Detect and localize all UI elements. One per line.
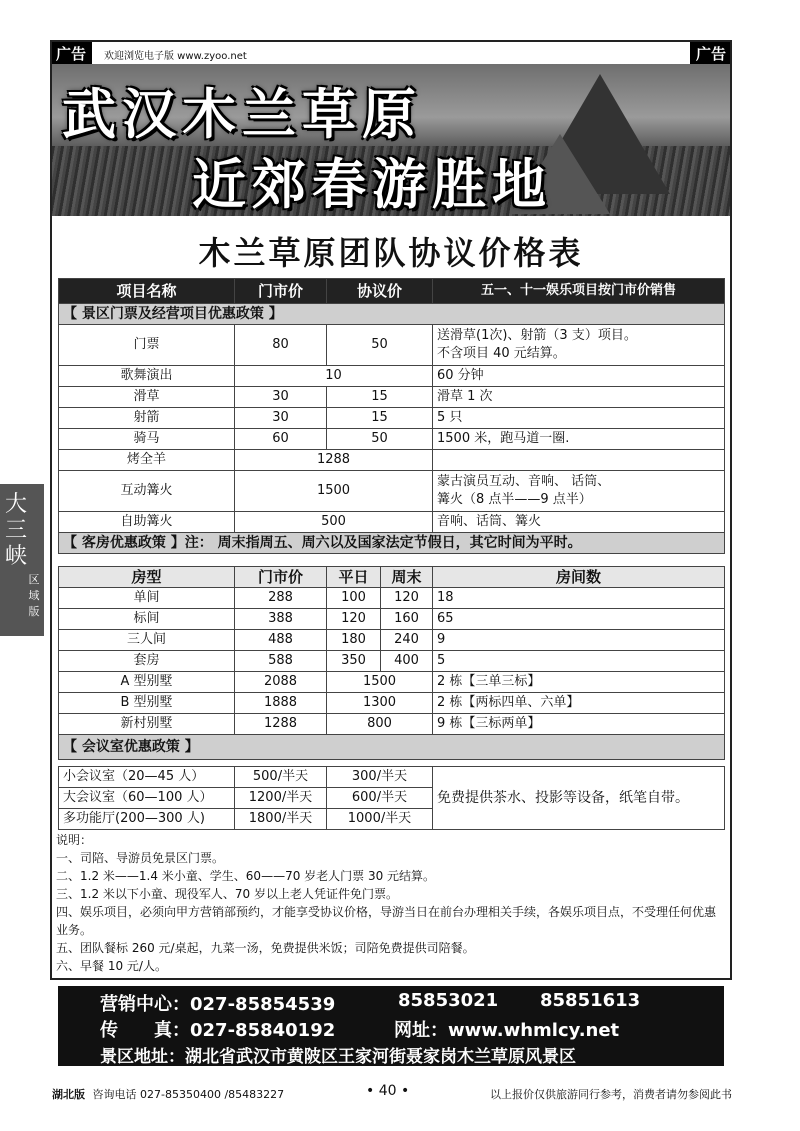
footer-disclaimer: 以上报价仅供旅游同行参考，消费者请勿参阅此书: [490, 1088, 732, 1101]
table-row: [59, 714, 725, 735]
col-header: 门市价: [235, 567, 327, 588]
table-row: [59, 325, 725, 366]
banner-title-line2: 近郊春游胜地: [192, 153, 552, 216]
page-footer: [52, 1083, 732, 1102]
table-row: [59, 366, 725, 387]
room-count: 18: [433, 588, 725, 609]
price-table: [58, 278, 725, 554]
website-link[interactable]: www.whmlcy.net: [448, 1020, 620, 1041]
note-line: 四、娱乐项目，必须向甲方营销部预约，才能享受协议价格，导游当日在前台办理相关手续，各娱乐项目点，不受理任何优惠业务。: [56, 905, 717, 937]
region-sidebar-tab: [0, 484, 44, 636]
table-row: [59, 512, 725, 533]
web-label: 网址：: [394, 1020, 448, 1041]
retail-price: 30: [235, 408, 327, 429]
col-header: 房型: [59, 567, 235, 588]
room-type: 套房: [59, 651, 235, 672]
room-count: 9 栋【三标两单】: [433, 714, 725, 735]
deal-price: 300/半天: [327, 767, 433, 788]
note-line: 二、1.2 米——1.4 米小童、学生、60——70 岁老人门票 30 元结算。: [56, 869, 436, 883]
address-label: 景区地址：: [100, 1047, 185, 1067]
meeting-table: [58, 766, 725, 830]
meeting-note: 免费提供茶水、投影等设备，纸笔自带。: [433, 767, 725, 830]
section-rooms: 【 客房优惠政策 】注： 周末指周五、周六以及国家法定节假日，其它时间为平时。: [59, 533, 725, 554]
address-text: 湖北省武汉市黄陂区王家河街聂家岗木兰草原风景区: [185, 1047, 576, 1067]
item-name: 射箭: [59, 408, 235, 429]
item-note: [433, 471, 725, 512]
sales-phone[interactable]: 027-85854539: [190, 994, 336, 1015]
table-row: [59, 450, 725, 471]
table-row: [59, 588, 725, 609]
table-row: [59, 471, 725, 512]
merged-price: 500: [235, 512, 433, 533]
website-note[interactable]: 欢迎浏览电子版 www.zyoo.net: [104, 51, 247, 62]
note-line: 五、团队餐标 260 元/桌起，九菜一汤，免费提供米饭；司陪免费提供司陪餐。: [56, 941, 475, 955]
col-header: 房间数: [433, 567, 725, 588]
table-row: [59, 672, 725, 693]
banner-image: [52, 64, 730, 216]
banner-title-line1: 武汉木兰草原: [62, 83, 422, 146]
col-header: 五一、十一娱乐项目按门市价销售: [433, 279, 725, 304]
section-row: [59, 735, 725, 760]
retail-price: 1800/半天: [235, 809, 327, 830]
item-note: 60 分钟: [433, 366, 725, 387]
item-note: 滑草 1 次: [433, 387, 725, 408]
note-line: 篝火（8 点半——9 点半）: [437, 492, 592, 507]
room-type: B 型别墅: [59, 693, 235, 714]
table-row: [59, 387, 725, 408]
footer-edition: 湖北版: [52, 1088, 85, 1101]
weekday-price: 180: [327, 630, 381, 651]
note-line: 六、早餐 10 元/人。: [56, 959, 167, 973]
deal-price: 600/半天: [327, 788, 433, 809]
rooms-table: [58, 566, 725, 760]
deal-price: 50: [327, 325, 433, 366]
retail-price: 80: [235, 325, 327, 366]
col-header: 项目名称: [59, 279, 235, 304]
room-count: 5: [433, 651, 725, 672]
sales-label: 营销中心：: [100, 994, 190, 1015]
address-row: [100, 1042, 576, 1067]
retail-price: 1200/半天: [235, 788, 327, 809]
retail-price: 1888: [235, 693, 327, 714]
merged-price: 10: [235, 366, 433, 387]
retail-price: 2088: [235, 672, 327, 693]
col-header: 协议价: [327, 279, 433, 304]
room-count: 65: [433, 609, 725, 630]
room-count: 2 栋【三单三标】: [433, 672, 725, 693]
sidebar-title: 大三峡: [4, 492, 27, 569]
note-line: 一、司陪、导游员免景区门票。: [56, 851, 225, 865]
table-row: [59, 630, 725, 651]
sales-row: [100, 990, 335, 1016]
rooms-header-row: [59, 567, 725, 588]
retail-price: 1288: [235, 714, 327, 735]
deal-price: 50: [327, 429, 433, 450]
page-title: 木兰草原团队协议价格表: [198, 234, 584, 272]
table-row: [59, 693, 725, 714]
weekend-price: 240: [381, 630, 433, 651]
weekend-price: 400: [381, 651, 433, 672]
room-type: 单间: [59, 588, 235, 609]
section-scenic: 【 景区门票及经营项目优惠政策 】: [59, 304, 725, 325]
retail-price: 30: [235, 387, 327, 408]
sales-phone[interactable]: 85853021: [398, 990, 499, 1011]
room-type: 新村别墅: [59, 714, 235, 735]
item-note: [433, 450, 725, 471]
deal-price: 15: [327, 408, 433, 429]
note-line: 三、1.2 米以下小童、现役军人、70 岁以上老人凭证件免门票。: [56, 887, 398, 901]
item-note: 5 只: [433, 408, 725, 429]
col-header: 门市价: [235, 279, 327, 304]
item-name: 门票: [59, 325, 235, 366]
item-name: 滑草: [59, 387, 235, 408]
retail-price: 500/半天: [235, 767, 327, 788]
page-number: • 40 •: [366, 1083, 410, 1099]
merged-price: 800: [327, 714, 433, 735]
web-row: [394, 1016, 619, 1042]
weekday-price: 100: [327, 588, 381, 609]
merged-price: 1288: [235, 450, 433, 471]
note-line: 说明：: [56, 833, 93, 847]
retail-price: 60: [235, 429, 327, 450]
section-row: [59, 304, 725, 325]
table-row: [59, 651, 725, 672]
table-row: [59, 767, 725, 788]
footer-phone: 咨询电话 027-85350400 /85483227: [92, 1088, 285, 1101]
table-row: [59, 609, 725, 630]
room-count: 9: [433, 630, 725, 651]
retail-price: 288: [235, 588, 327, 609]
merged-price: 1300: [327, 693, 433, 714]
item-note: 音响、话筒、篝火: [433, 512, 725, 533]
retail-price: 388: [235, 609, 327, 630]
retail-price: 488: [235, 630, 327, 651]
ad-tag-left: 广告: [50, 42, 92, 65]
item-name: 互动篝火: [59, 471, 235, 512]
col-header: 周末: [381, 567, 433, 588]
room-count: 2 栋【两标四单、六单】: [433, 693, 725, 714]
deal-price: 15: [327, 387, 433, 408]
item-name: 骑马: [59, 429, 235, 450]
note-line: 蒙古演员互动、音响、 话筒、: [437, 474, 611, 489]
table-row: [59, 408, 725, 429]
fax-number: 027-85840192: [190, 1020, 336, 1041]
item-note: [433, 325, 725, 366]
item-name: 烤全羊: [59, 450, 235, 471]
item-note: 1500 米，跑马道一圈.: [433, 429, 725, 450]
weekday-price: 350: [327, 651, 381, 672]
weekend-price: 120: [381, 588, 433, 609]
fax-label: 传 真：: [100, 1020, 190, 1041]
section-row: [59, 533, 725, 554]
sales-phone[interactable]: 85851613: [540, 990, 641, 1011]
weekend-price: 160: [381, 609, 433, 630]
weekday-price: 120: [327, 609, 381, 630]
merged-price: 1500: [235, 471, 433, 512]
deal-price: 1000/半天: [327, 809, 433, 830]
notes-block: [56, 831, 726, 975]
retail-price: 588: [235, 651, 327, 672]
room-type: 标间: [59, 609, 235, 630]
col-header: 平日: [327, 567, 381, 588]
note-line: 不含项目 40 元结算。: [437, 346, 566, 361]
meeting-room-name: 多功能厅(200—300 人): [59, 809, 235, 830]
ad-tag-right: 广告: [690, 42, 732, 65]
meeting-room-name: 小会议室（20—45 人）: [59, 767, 235, 788]
item-name: 歌舞演出: [59, 366, 235, 387]
item-name: 自助篝火: [59, 512, 235, 533]
meeting-room-name: 大会议室（60—100 人）: [59, 788, 235, 809]
note-line: 送滑草(1次)、射箭（3 支）项目。: [437, 328, 637, 343]
room-type: A 型别墅: [59, 672, 235, 693]
fax-row: [100, 1016, 335, 1042]
table-row: [59, 429, 725, 450]
sidebar-subtitle: 区域版: [28, 573, 40, 618]
table-header-row: [59, 279, 725, 304]
contact-block: [58, 986, 724, 1066]
merged-price: 1500: [327, 672, 433, 693]
section-meeting: 【 会议室优惠政策 】: [59, 735, 725, 760]
room-type: 三人间: [59, 630, 235, 651]
